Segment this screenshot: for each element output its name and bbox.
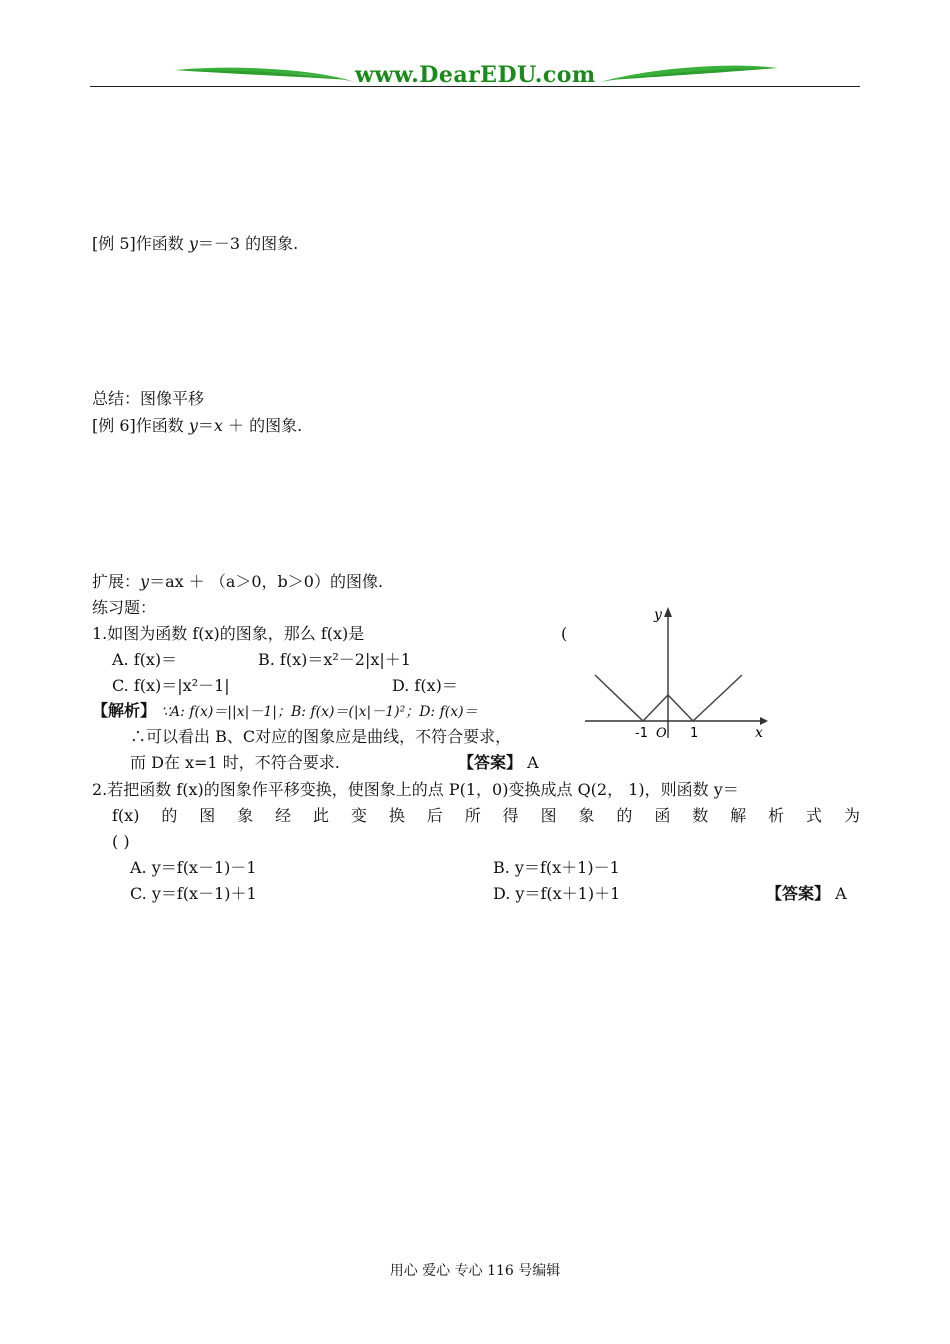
q1-option-c: C. f(x)＝|x²－1|: [112, 676, 230, 695]
q2-word: 此: [313, 806, 330, 825]
q1-analysis-line-2: ∴可以看出 B、C对应的图象应是曲线，不符合要求，: [130, 727, 512, 746]
q2-word: 数: [692, 806, 709, 825]
q1-analysis-text: ∵A: f(x)＝||x|－1|；B: f(x)＝(|x|－1)²；D: f(x)＝: [161, 704, 478, 720]
q2-word: 析: [768, 806, 785, 825]
q2-stem-continued: [112, 806, 860, 826]
q2-word: 图: [540, 806, 557, 825]
q2-word: 图: [199, 806, 216, 825]
example-6-var-x: x: [213, 416, 223, 435]
q1-analysis-line-3: 而 D在 x=1 时，不符合要求.: [130, 753, 340, 772]
q1-option-b: B. f(x)＝x²－2|x|＋1: [258, 650, 411, 669]
example-5: [92, 234, 298, 254]
summary-line: 总结：图像平移: [92, 389, 205, 408]
q2-word: 为: [843, 806, 860, 825]
x-axis-arrow: [760, 717, 768, 725]
q1-stem: 1.如图为函数 f(x)的图象，那么 f(x)是: [92, 624, 365, 643]
q2-word: 变: [350, 806, 367, 825]
extension-rest: ＋ （a＞0，b＞0）的图像.: [183, 572, 384, 591]
tick-label-pos-one: 1: [690, 726, 699, 741]
q1-analysis-label: 【解析】: [92, 701, 157, 720]
q2-paren: ( ): [112, 832, 130, 851]
q1-option-d: D. f(x)＝: [392, 676, 458, 695]
q1-answer: [458, 753, 539, 773]
y-axis-arrow: [664, 607, 672, 617]
q2-word: 后: [426, 806, 443, 825]
site-logo-text: www.DearEDU.com: [355, 62, 596, 88]
q2-word: 的: [161, 806, 178, 825]
q2-option-d: D. y＝f(x＋1)＋1: [493, 884, 621, 903]
function-graph: [580, 603, 770, 743]
q2-answer: [766, 884, 847, 904]
extension-var: y: [140, 572, 150, 591]
q2-option-a: A. y＝f(x－1)－1: [130, 858, 257, 877]
q1-answer-label: 【答案】: [458, 753, 523, 772]
q2-option-c: C. y＝f(x－1)＋1: [130, 884, 257, 903]
q1-answer-value: A: [527, 753, 539, 772]
q2-word: 经: [275, 806, 292, 825]
q2-word: 所: [464, 806, 481, 825]
q2-stem: 2.若把函数 f(x)的图象作平移变换，使图象上的点 P(1，0)变换成点 Q(2， 1)，则函数 y＝: [92, 780, 739, 799]
q2-answer-value: A: [835, 884, 847, 903]
q2-word: 得: [502, 806, 519, 825]
page-footer: 用心 爱心 专心 116 号编辑: [389, 1263, 561, 1279]
example-6-var-y: y: [188, 416, 198, 435]
example-5-rest: ＝－3 的图象.: [197, 234, 299, 253]
q2-word: 象: [237, 806, 254, 825]
y-axis-label: y: [654, 607, 662, 623]
extension-line: [92, 572, 383, 592]
q1-analysis: [92, 701, 478, 722]
example-6-eq: ＝: [197, 416, 214, 435]
extension-prefix: 扩展：: [92, 572, 141, 591]
q2-answer-label: 【答案】: [766, 884, 831, 903]
q2-word: 换: [388, 806, 405, 825]
x-axis-label: x: [755, 725, 763, 741]
tick-label-neg-one: -1: [635, 726, 648, 741]
q2-word: 函: [654, 806, 671, 825]
example-5-var: y: [188, 234, 198, 253]
q2-word: 象: [578, 806, 595, 825]
q2-word: 的: [616, 806, 633, 825]
q1-option-a: A. f(x)＝: [112, 650, 178, 669]
q2-option-b: B. y＝f(x＋1)－1: [493, 858, 620, 877]
q2-word: f(x): [112, 806, 140, 825]
example-6: [92, 416, 302, 436]
example-5-prefix: [例 5]作函数: [92, 234, 189, 253]
header-rule: [90, 86, 860, 87]
origin-label: O: [656, 726, 667, 741]
example-6-prefix: [例 6]作函数: [92, 416, 189, 435]
practice-title: 练习题：: [92, 598, 157, 617]
example-6-rest: ＋ 的图象.: [222, 416, 303, 435]
extension-eq: ＝ax: [149, 572, 184, 591]
q2-word: 式: [806, 806, 823, 825]
q2-word: 解: [730, 806, 747, 825]
q1-paren: (: [561, 624, 568, 643]
